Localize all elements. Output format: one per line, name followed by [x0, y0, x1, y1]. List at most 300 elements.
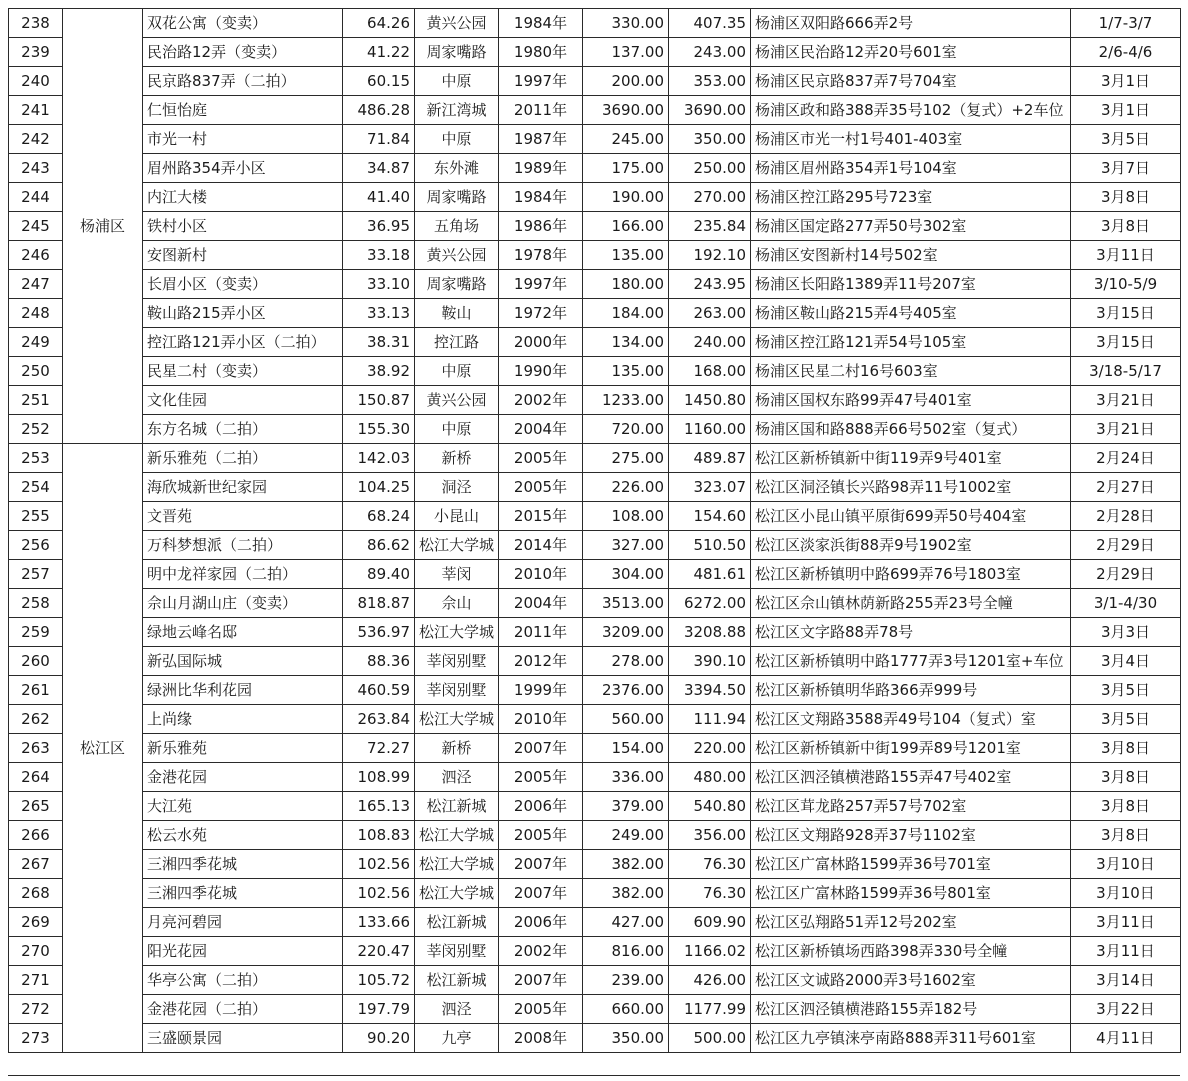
deal-price-cell: 540.80 — [669, 792, 751, 821]
auction-date-cell: 2月29日 — [1071, 560, 1181, 589]
build-year-cell: 1997年 — [499, 67, 583, 96]
address-cell: 杨浦区鞍山路215弄4号405室 — [751, 299, 1071, 328]
block-name-cell: 周家嘴路 — [415, 183, 499, 212]
auction-date-cell: 3月8日 — [1071, 792, 1181, 821]
deal-price-cell: 323.07 — [669, 473, 751, 502]
property-name-cell: 大江苑 — [143, 792, 343, 821]
area-sqm-cell: 133.66 — [343, 908, 415, 937]
starting-price-cell: 2376.00 — [583, 676, 669, 705]
row-index-cell: 253 — [9, 444, 63, 473]
deal-price-cell: 609.90 — [669, 908, 751, 937]
property-name-cell: 月亮河碧园 — [143, 908, 343, 937]
address-cell: 松江区文诚路2000弄3号1602室 — [751, 966, 1071, 995]
auction-date-cell: 3月11日 — [1071, 241, 1181, 270]
build-year-cell: 2000年 — [499, 328, 583, 357]
table-row — [9, 473, 1181, 502]
property-name-cell: 控江路121弄小区（二拍） — [143, 328, 343, 357]
district-cell: 杨浦区 — [63, 9, 143, 444]
build-year-cell: 2015年 — [499, 502, 583, 531]
table-row — [9, 763, 1181, 792]
row-index-cell: 267 — [9, 850, 63, 879]
table-row — [9, 560, 1181, 589]
row-index-cell: 239 — [9, 38, 63, 67]
starting-price-cell: 336.00 — [583, 763, 669, 792]
row-index-cell: 260 — [9, 647, 63, 676]
deal-price-cell: 243.00 — [669, 38, 751, 67]
auction-date-cell: 3月1日 — [1071, 96, 1181, 125]
deal-price-cell: 3208.88 — [669, 618, 751, 647]
deal-price-cell: 6272.00 — [669, 589, 751, 618]
row-index-cell: 272 — [9, 995, 63, 1024]
table-row — [9, 647, 1181, 676]
row-index-cell: 254 — [9, 473, 63, 502]
address-cell: 松江区新桥镇明中路699弄76号1803室 — [751, 560, 1071, 589]
address-cell: 松江区文翔路928弄37号1102室 — [751, 821, 1071, 850]
block-name-cell: 洞泾 — [415, 473, 499, 502]
build-year-cell: 2012年 — [499, 647, 583, 676]
address-cell: 松江区广富林路1599弄36号701室 — [751, 850, 1071, 879]
build-year-cell: 1972年 — [499, 299, 583, 328]
block-name-cell: 泗泾 — [415, 995, 499, 1024]
row-index-cell: 240 — [9, 67, 63, 96]
address-cell: 杨浦区双阳路666弄2号 — [751, 9, 1071, 38]
block-name-cell: 松江大学城 — [415, 618, 499, 647]
starting-price-cell: 379.00 — [583, 792, 669, 821]
area-sqm-cell: 102.56 — [343, 850, 415, 879]
row-index-cell: 268 — [9, 879, 63, 908]
deal-price-cell: 76.30 — [669, 879, 751, 908]
block-name-cell: 松江大学城 — [415, 850, 499, 879]
address-cell: 松江区小昆山镇平原街699弄50号404室 — [751, 502, 1071, 531]
area-sqm-cell: 64.26 — [343, 9, 415, 38]
starting-price-cell: 175.00 — [583, 154, 669, 183]
block-name-cell: 松江新城 — [415, 966, 499, 995]
auction-date-cell: 2月29日 — [1071, 531, 1181, 560]
table-body — [9, 9, 1181, 1053]
address-cell: 松江区新桥镇明中路1777弄3号1201室+车位 — [751, 647, 1071, 676]
build-year-cell: 2006年 — [499, 792, 583, 821]
block-name-cell: 莘闵别墅 — [415, 647, 499, 676]
area-sqm-cell: 108.83 — [343, 821, 415, 850]
row-index-cell: 248 — [9, 299, 63, 328]
auction-date-cell: 3/1-4/30 — [1071, 589, 1181, 618]
block-name-cell: 中原 — [415, 415, 499, 444]
deal-price-cell: 390.10 — [669, 647, 751, 676]
table-row — [9, 212, 1181, 241]
row-index-cell: 245 — [9, 212, 63, 241]
address-cell: 杨浦区控江路295号723室 — [751, 183, 1071, 212]
area-sqm-cell: 165.13 — [343, 792, 415, 821]
address-cell: 松江区淡家浜街88弄9号1902室 — [751, 531, 1071, 560]
build-year-cell: 2010年 — [499, 560, 583, 589]
row-index-cell: 265 — [9, 792, 63, 821]
property-name-cell: 松云水苑 — [143, 821, 343, 850]
block-name-cell: 中原 — [415, 357, 499, 386]
property-name-cell: 新弘国际城 — [143, 647, 343, 676]
address-cell: 杨浦区长阳路1389弄11号207室 — [751, 270, 1071, 299]
table-row — [9, 38, 1181, 67]
property-name-cell: 三盛颐景园 — [143, 1024, 343, 1053]
starting-price-cell: 154.00 — [583, 734, 669, 763]
row-index-cell: 263 — [9, 734, 63, 763]
auction-date-cell: 4月11日 — [1071, 1024, 1181, 1053]
auction-date-cell: 3月8日 — [1071, 734, 1181, 763]
table-row — [9, 676, 1181, 705]
table-row — [9, 1024, 1181, 1053]
deal-price-cell: 407.35 — [669, 9, 751, 38]
table-row — [9, 531, 1181, 560]
address-cell: 松江区文翔路3588弄49号104（复式）室 — [751, 705, 1071, 734]
starting-price-cell: 1233.00 — [583, 386, 669, 415]
block-name-cell: 黄兴公园 — [415, 9, 499, 38]
deal-price-cell: 510.50 — [669, 531, 751, 560]
starting-price-cell: 382.00 — [583, 879, 669, 908]
deal-price-cell: 356.00 — [669, 821, 751, 850]
property-name-cell: 绿洲比华利花园 — [143, 676, 343, 705]
starting-price-cell: 137.00 — [583, 38, 669, 67]
auction-listing-table — [8, 8, 1181, 1053]
deal-price-cell: 220.00 — [669, 734, 751, 763]
property-name-cell: 华亭公寓（二拍） — [143, 966, 343, 995]
address-cell: 松江区新桥镇明华路366弄999号 — [751, 676, 1071, 705]
address-cell: 松江区广富林路1599弄36号801室 — [751, 879, 1071, 908]
area-sqm-cell: 71.84 — [343, 125, 415, 154]
row-index-cell: 259 — [9, 618, 63, 647]
auction-date-cell: 3月7日 — [1071, 154, 1181, 183]
starting-price-cell: 3209.00 — [583, 618, 669, 647]
row-index-cell: 247 — [9, 270, 63, 299]
build-year-cell: 1984年 — [499, 183, 583, 212]
block-name-cell: 黄兴公园 — [415, 241, 499, 270]
block-name-cell: 莘闵别墅 — [415, 676, 499, 705]
deal-price-cell: 263.00 — [669, 299, 751, 328]
starting-price-cell: 327.00 — [583, 531, 669, 560]
auction-date-cell: 3月14日 — [1071, 966, 1181, 995]
block-name-cell: 松江大学城 — [415, 821, 499, 850]
area-sqm-cell: 41.40 — [343, 183, 415, 212]
table-row — [9, 357, 1181, 386]
block-name-cell: 周家嘴路 — [415, 270, 499, 299]
property-name-cell: 内江大楼 — [143, 183, 343, 212]
area-sqm-cell: 36.95 — [343, 212, 415, 241]
row-index-cell: 244 — [9, 183, 63, 212]
area-sqm-cell: 41.22 — [343, 38, 415, 67]
area-sqm-cell: 38.92 — [343, 357, 415, 386]
block-name-cell: 小昆山 — [415, 502, 499, 531]
starting-price-cell: 382.00 — [583, 850, 669, 879]
area-sqm-cell: 104.25 — [343, 473, 415, 502]
area-sqm-cell: 197.79 — [343, 995, 415, 1024]
build-year-cell: 2005年 — [499, 444, 583, 473]
area-sqm-cell: 86.62 — [343, 531, 415, 560]
table-row — [9, 792, 1181, 821]
area-sqm-cell: 150.87 — [343, 386, 415, 415]
deal-price-cell: 240.00 — [669, 328, 751, 357]
row-index-cell: 251 — [9, 386, 63, 415]
block-name-cell: 松江大学城 — [415, 531, 499, 560]
build-year-cell: 1999年 — [499, 676, 583, 705]
property-name-cell: 文晋苑 — [143, 502, 343, 531]
deal-price-cell: 480.00 — [669, 763, 751, 792]
table-row — [9, 850, 1181, 879]
auction-date-cell: 3月11日 — [1071, 908, 1181, 937]
property-name-cell: 民星二村（变卖） — [143, 357, 343, 386]
property-name-cell: 三湘四季花城 — [143, 879, 343, 908]
build-year-cell: 2004年 — [499, 415, 583, 444]
build-year-cell: 2007年 — [499, 850, 583, 879]
starting-price-cell: 3690.00 — [583, 96, 669, 125]
row-index-cell: 242 — [9, 125, 63, 154]
table-row — [9, 154, 1181, 183]
row-index-cell: 264 — [9, 763, 63, 792]
starting-price-cell: 330.00 — [583, 9, 669, 38]
block-name-cell: 中原 — [415, 67, 499, 96]
block-name-cell: 中原 — [415, 125, 499, 154]
table-row — [9, 444, 1181, 473]
address-cell: 松江区泗泾镇横港路155弄47号402室 — [751, 763, 1071, 792]
row-index-cell: 269 — [9, 908, 63, 937]
build-year-cell: 1980年 — [499, 38, 583, 67]
build-year-cell: 2005年 — [499, 821, 583, 850]
deal-price-cell: 353.00 — [669, 67, 751, 96]
table-row — [9, 328, 1181, 357]
starting-price-cell: 180.00 — [583, 270, 669, 299]
district-cell: 松江区 — [63, 444, 143, 1053]
table-row — [9, 415, 1181, 444]
area-sqm-cell: 102.56 — [343, 879, 415, 908]
auction-date-cell: 3月11日 — [1071, 937, 1181, 966]
property-name-cell: 新乐雅苑 — [143, 734, 343, 763]
block-name-cell: 泗泾 — [415, 763, 499, 792]
auction-date-cell: 2/6-4/6 — [1071, 38, 1181, 67]
property-name-cell: 金港花园（二拍） — [143, 995, 343, 1024]
deal-price-cell: 192.10 — [669, 241, 751, 270]
address-cell: 杨浦区安图新村14号502室 — [751, 241, 1071, 270]
deal-price-cell: 1160.00 — [669, 415, 751, 444]
row-index-cell: 270 — [9, 937, 63, 966]
property-name-cell: 市光一村 — [143, 125, 343, 154]
build-year-cell: 2005年 — [499, 995, 583, 1024]
property-name-cell: 万科梦想派（二拍） — [143, 531, 343, 560]
area-sqm-cell: 88.36 — [343, 647, 415, 676]
starting-price-cell: 427.00 — [583, 908, 669, 937]
table-row — [9, 908, 1181, 937]
table-row — [9, 270, 1181, 299]
auction-date-cell: 3月8日 — [1071, 763, 1181, 792]
build-year-cell: 2007年 — [499, 734, 583, 763]
auction-date-cell: 2月27日 — [1071, 473, 1181, 502]
block-name-cell: 松江大学城 — [415, 705, 499, 734]
auction-date-cell: 3月8日 — [1071, 821, 1181, 850]
address-cell: 杨浦区眉州路354弄1号104室 — [751, 154, 1071, 183]
address-cell: 杨浦区国和路888弄66号502室（复式） — [751, 415, 1071, 444]
deal-price-cell: 3394.50 — [669, 676, 751, 705]
property-name-cell: 鞍山路215弄小区 — [143, 299, 343, 328]
property-name-cell: 绿地云峰名邸 — [143, 618, 343, 647]
build-year-cell: 1990年 — [499, 357, 583, 386]
build-year-cell: 1984年 — [499, 9, 583, 38]
property-name-cell: 双花公寓（变卖） — [143, 9, 343, 38]
property-name-cell: 海欣城新世纪家园 — [143, 473, 343, 502]
starting-price-cell: 190.00 — [583, 183, 669, 212]
address-cell: 松江区文字路88弄78号 — [751, 618, 1071, 647]
build-year-cell: 2002年 — [499, 937, 583, 966]
deal-price-cell: 350.00 — [669, 125, 751, 154]
build-year-cell: 2011年 — [499, 96, 583, 125]
area-sqm-cell: 536.97 — [343, 618, 415, 647]
deal-price-cell: 235.84 — [669, 212, 751, 241]
block-name-cell: 佘山 — [415, 589, 499, 618]
deal-price-cell: 243.95 — [669, 270, 751, 299]
build-year-cell: 2002年 — [499, 386, 583, 415]
auction-date-cell: 3月5日 — [1071, 125, 1181, 154]
deal-price-cell: 270.00 — [669, 183, 751, 212]
starting-price-cell: 200.00 — [583, 67, 669, 96]
area-sqm-cell: 155.30 — [343, 415, 415, 444]
auction-date-cell: 3月3日 — [1071, 618, 1181, 647]
block-name-cell: 九亭 — [415, 1024, 499, 1053]
auction-date-cell: 2月28日 — [1071, 502, 1181, 531]
table-row — [9, 618, 1181, 647]
table-continuation-rule — [8, 1075, 1180, 1081]
row-index-cell: 257 — [9, 560, 63, 589]
area-sqm-cell: 90.20 — [343, 1024, 415, 1053]
starting-price-cell: 226.00 — [583, 473, 669, 502]
address-cell: 松江区洞泾镇长兴路98弄11号1002室 — [751, 473, 1071, 502]
area-sqm-cell: 38.31 — [343, 328, 415, 357]
table-row — [9, 502, 1181, 531]
table-row — [9, 879, 1181, 908]
starting-price-cell: 278.00 — [583, 647, 669, 676]
property-name-cell: 东方名城（二拍） — [143, 415, 343, 444]
row-index-cell: 252 — [9, 415, 63, 444]
auction-date-cell: 1/7-3/7 — [1071, 9, 1181, 38]
table-row — [9, 67, 1181, 96]
build-year-cell: 1989年 — [499, 154, 583, 183]
address-cell: 杨浦区国权东路99弄47号401室 — [751, 386, 1071, 415]
block-name-cell: 松江新城 — [415, 792, 499, 821]
auction-date-cell: 3月8日 — [1071, 212, 1181, 241]
block-name-cell: 新江湾城 — [415, 96, 499, 125]
address-cell: 松江区佘山镇林荫新路255弄23号全幢 — [751, 589, 1071, 618]
block-name-cell: 松江新城 — [415, 908, 499, 937]
address-cell: 松江区新桥镇新中街119弄9号401室 — [751, 444, 1071, 473]
auction-date-cell: 3月10日 — [1071, 879, 1181, 908]
block-name-cell: 东外滩 — [415, 154, 499, 183]
deal-price-cell: 111.94 — [669, 705, 751, 734]
row-index-cell: 261 — [9, 676, 63, 705]
property-name-cell: 长眉小区（变卖） — [143, 270, 343, 299]
starting-price-cell: 245.00 — [583, 125, 669, 154]
address-cell: 杨浦区民治路12弄20号601室 — [751, 38, 1071, 67]
table-row — [9, 821, 1181, 850]
build-year-cell: 2011年 — [499, 618, 583, 647]
area-sqm-cell: 105.72 — [343, 966, 415, 995]
row-index-cell: 238 — [9, 9, 63, 38]
area-sqm-cell: 33.13 — [343, 299, 415, 328]
starting-price-cell: 249.00 — [583, 821, 669, 850]
area-sqm-cell: 108.99 — [343, 763, 415, 792]
build-year-cell: 2005年 — [499, 473, 583, 502]
table-row — [9, 96, 1181, 125]
property-name-cell: 文化佳园 — [143, 386, 343, 415]
row-index-cell: 258 — [9, 589, 63, 618]
auction-date-cell: 3/18-5/17 — [1071, 357, 1181, 386]
row-index-cell: 255 — [9, 502, 63, 531]
property-name-cell: 三湘四季花城 — [143, 850, 343, 879]
build-year-cell: 2004年 — [499, 589, 583, 618]
block-name-cell: 控江路 — [415, 328, 499, 357]
row-index-cell: 273 — [9, 1024, 63, 1053]
address-cell: 杨浦区国定路277弄50号302室 — [751, 212, 1071, 241]
starting-price-cell: 166.00 — [583, 212, 669, 241]
build-year-cell: 2007年 — [499, 879, 583, 908]
row-index-cell: 246 — [9, 241, 63, 270]
starting-price-cell: 3513.00 — [583, 589, 669, 618]
auction-date-cell: 3月8日 — [1071, 183, 1181, 212]
address-cell: 杨浦区政和路388弄35号102（复式）+2车位 — [751, 96, 1071, 125]
address-cell: 松江区茸龙路257弄57号702室 — [751, 792, 1071, 821]
area-sqm-cell: 89.40 — [343, 560, 415, 589]
property-name-cell: 铁村小区 — [143, 212, 343, 241]
deal-price-cell: 3690.00 — [669, 96, 751, 125]
area-sqm-cell: 33.18 — [343, 241, 415, 270]
row-index-cell: 241 — [9, 96, 63, 125]
deal-price-cell: 1177.99 — [669, 995, 751, 1024]
deal-price-cell: 76.30 — [669, 850, 751, 879]
row-index-cell: 250 — [9, 357, 63, 386]
table-row — [9, 966, 1181, 995]
starting-price-cell: 660.00 — [583, 995, 669, 1024]
starting-price-cell: 108.00 — [583, 502, 669, 531]
build-year-cell: 2006年 — [499, 908, 583, 937]
row-index-cell: 262 — [9, 705, 63, 734]
row-index-cell: 243 — [9, 154, 63, 183]
starting-price-cell: 135.00 — [583, 241, 669, 270]
block-name-cell: 莘闵别墅 — [415, 937, 499, 966]
deal-price-cell: 481.61 — [669, 560, 751, 589]
property-name-cell: 金港花园 — [143, 763, 343, 792]
build-year-cell: 2005年 — [499, 763, 583, 792]
address-cell: 杨浦区市光一村1号401-403室 — [751, 125, 1071, 154]
property-name-cell: 上尚缘 — [143, 705, 343, 734]
row-index-cell: 271 — [9, 966, 63, 995]
auction-date-cell: 3/10-5/9 — [1071, 270, 1181, 299]
deal-price-cell: 500.00 — [669, 1024, 751, 1053]
deal-price-cell: 426.00 — [669, 966, 751, 995]
starting-price-cell: 816.00 — [583, 937, 669, 966]
table-row — [9, 241, 1181, 270]
property-name-cell: 眉州路354弄小区 — [143, 154, 343, 183]
address-cell: 松江区新桥镇新中街199弄89号1201室 — [751, 734, 1071, 763]
block-name-cell: 黄兴公园 — [415, 386, 499, 415]
build-year-cell: 2014年 — [499, 531, 583, 560]
area-sqm-cell: 72.27 — [343, 734, 415, 763]
address-cell: 松江区泗泾镇横港路155弄182号 — [751, 995, 1071, 1024]
area-sqm-cell: 60.15 — [343, 67, 415, 96]
auction-date-cell: 3月21日 — [1071, 415, 1181, 444]
area-sqm-cell: 34.87 — [343, 154, 415, 183]
deal-price-cell: 1450.80 — [669, 386, 751, 415]
area-sqm-cell: 460.59 — [343, 676, 415, 705]
starting-price-cell: 134.00 — [583, 328, 669, 357]
area-sqm-cell: 220.47 — [343, 937, 415, 966]
table-row — [9, 183, 1181, 212]
table-row — [9, 9, 1181, 38]
address-cell: 松江区弘翔路51弄12号202室 — [751, 908, 1071, 937]
auction-date-cell: 3月4日 — [1071, 647, 1181, 676]
row-index-cell: 266 — [9, 821, 63, 850]
